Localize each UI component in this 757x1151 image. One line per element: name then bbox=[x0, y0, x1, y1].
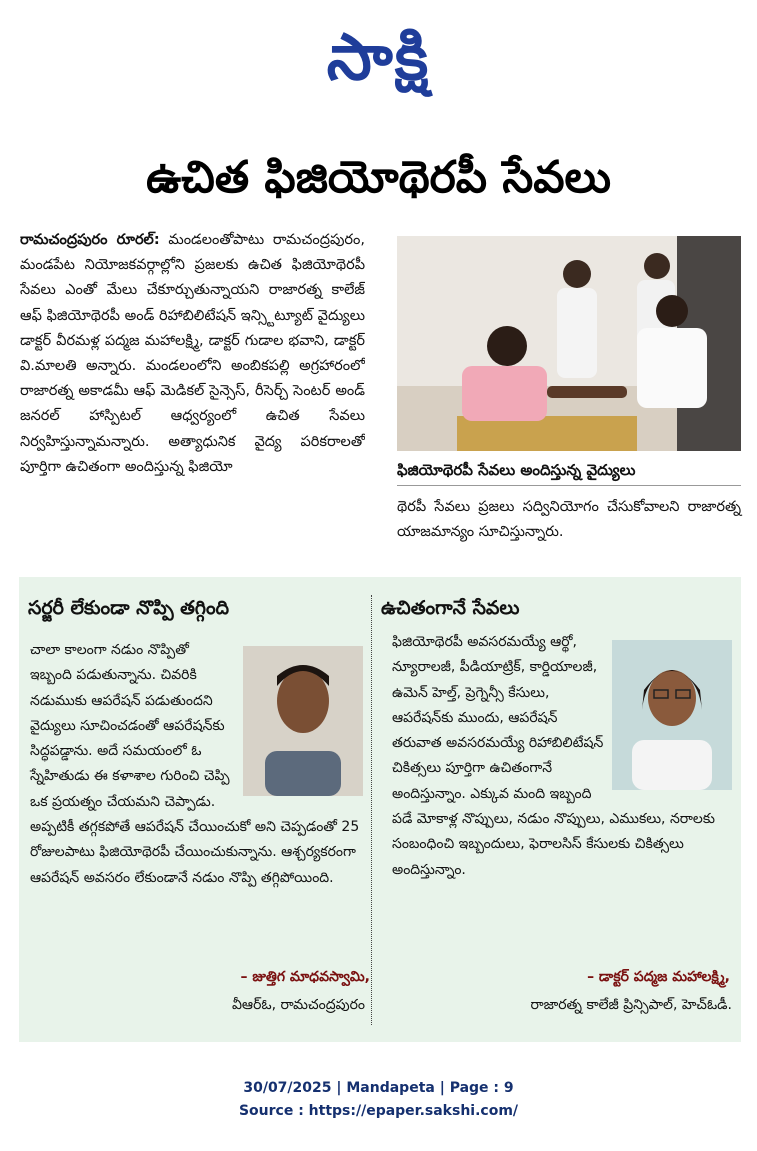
article-dateline: రామచంద్రపురం రూరల్: bbox=[20, 232, 160, 248]
person-photo-right bbox=[612, 640, 732, 790]
article-body-left bbox=[20, 228, 365, 558]
article-body-left-text: మండలంతోపాటు రామచంద్రపురం, మండపేట నియోజకవర్గాల్లోని ప్రజలకు ఉచిత ఫిజియోథెరపీ సేవలు ఎంతో మేలు చేకూర్చుతున్నాయని రాజారత్న కాలేజ్ ఆఫ్ ఫిజియోథెరపీ అండ్ రిహాబిలిటేషన్ ఇన్స్టిట్యూట్ వైద్యులు డాక్టర్ వీరమళ్ల పద్మజ మహాలక్ష్మి, డాక్టర్ గుడాల భవాని, డాక్టర్ వి.మాలతి అన్నారు. మండలంలోని అంబికపల్లి అగ్రహారంలో రాజారత్న అకాడమీ ఆఫ్ మెడికల్ సైన్సెస్, రీసెర్చ్ సెంటర్ అండ్ జనరల్ హాస్పిటల్ ఆధ్వర్యంలో ఉచిత సేవలు నిర్వహిస్తున్నామన్నారు. అత్యాధునిక వైద్య పరికరాలతో పూర్తిగా ఉచితంగా అందిస్తున్న ఫిజియో bbox=[20, 232, 365, 475]
man-portrait-icon bbox=[243, 646, 363, 796]
testimonial-right-signature-sub: రాజారత్న కాలేజీ ప్రిన్సిపాల్, హెచ్‌ఓడీ. bbox=[530, 997, 732, 1013]
testimonial-right-body bbox=[392, 630, 732, 970]
column-divider bbox=[371, 595, 372, 1025]
article-body-right: థెరపీ సేవలు ప్రజలు సద్వినియోగం చేసుకోవాలని రాజారత్న యాజమాన్యం సూచిస్తున్నారు. bbox=[397, 499, 741, 541]
testimonial-right-signature: – డాక్టర్ పద్మజ మహాలక్ష్మి, bbox=[587, 969, 730, 985]
article-photo bbox=[397, 236, 741, 451]
testimonial-left-signature: – జుత్తిగ మాధవస్వామి, bbox=[240, 969, 370, 985]
footer-date-edition: 30/07/2025 | Mandapeta | Page : 9 bbox=[243, 1080, 514, 1096]
photo-caption: ఫిజియోథెరపీ సేవలు అందిస్తున్న వైద్యులు bbox=[397, 455, 741, 486]
woman-portrait-icon bbox=[612, 640, 732, 790]
testimonial-left-heading: సర్జరీ లేకుండా నొప్పి తగ్గింది bbox=[28, 597, 230, 619]
article-photo-illustration bbox=[397, 236, 741, 451]
newspaper-masthead: సాక్షి bbox=[326, 21, 431, 95]
article-headline: ఉచిత ఫిజియోథెరపీ సేవలు bbox=[146, 152, 611, 203]
testimonial-left-body bbox=[30, 638, 363, 968]
person-photo-left bbox=[243, 646, 363, 796]
testimonial-left-signature-sub: వీఆర్‌ఓ, రామచంద్రపురం bbox=[231, 997, 365, 1013]
footer-source: Source : https://epaper.sakshi.com/ bbox=[238, 1103, 519, 1119]
testimonial-right-text: ఫిజియోథెరపీ అవసరమయ్యే ఆర్థో, న్యూరాలజీ, పీడియాట్రిక్, కార్డియాలజీ, ఉమెన్ హెల్త్, ప్రెగ్నెన్సీ కేసులు, ఆపరేషన్‌కు ముందు, ఆపరేషన్ తరువాత అవసరమయ్యే రిహాబిలిటేషన్ చికిత్సలు పూర్తిగా ఉచితంగానే అందిస్తున్నాం. ఎక్కువ మంది ఇబ్బంది పడే మోకాళ్ల నొప్పులు, నడుం నొప్పులు, ఎముకలు, నరాలకు సంబంధించి ఇబ్బందులు, ఫెరాలసిస్ కేసులకు చికిత్సలు అందిస్తున్నాం. bbox=[392, 634, 715, 878]
testimonial-right-heading: ఉచితంగానే సేవలు bbox=[381, 597, 520, 619]
testimonial-left-text: చాలా కాలంగా నడుం నొప్పితో ఇబ్బంది పడుతున్నాను. చివరికి నడుముకు ఆపరేషన్ పడుతుందని వైద్యులు సూచించడంతో ఆపరేషన్‌కు సిద్ధపడ్డాను. అదే సమయంలో ఓ స్నేహితుడు ఈ కళాశాల గురించి చెప్పి ఒక ప్రయత్నం చేయమని చెప్పాడు. అప్పటికీ తగ్గకపోతే ఆపరేషన్ చేయించుకో అని చెప్పడంతో 25 రోజులపాటు ఫిజియోథెరపీ చేయించుకున్నాను. ఆశ్చర్యకరంగా ఆపరేషన్ అవసరం లేకుండానే నడుం నొప్పి తగ్గిపోయింది. bbox=[30, 642, 360, 886]
